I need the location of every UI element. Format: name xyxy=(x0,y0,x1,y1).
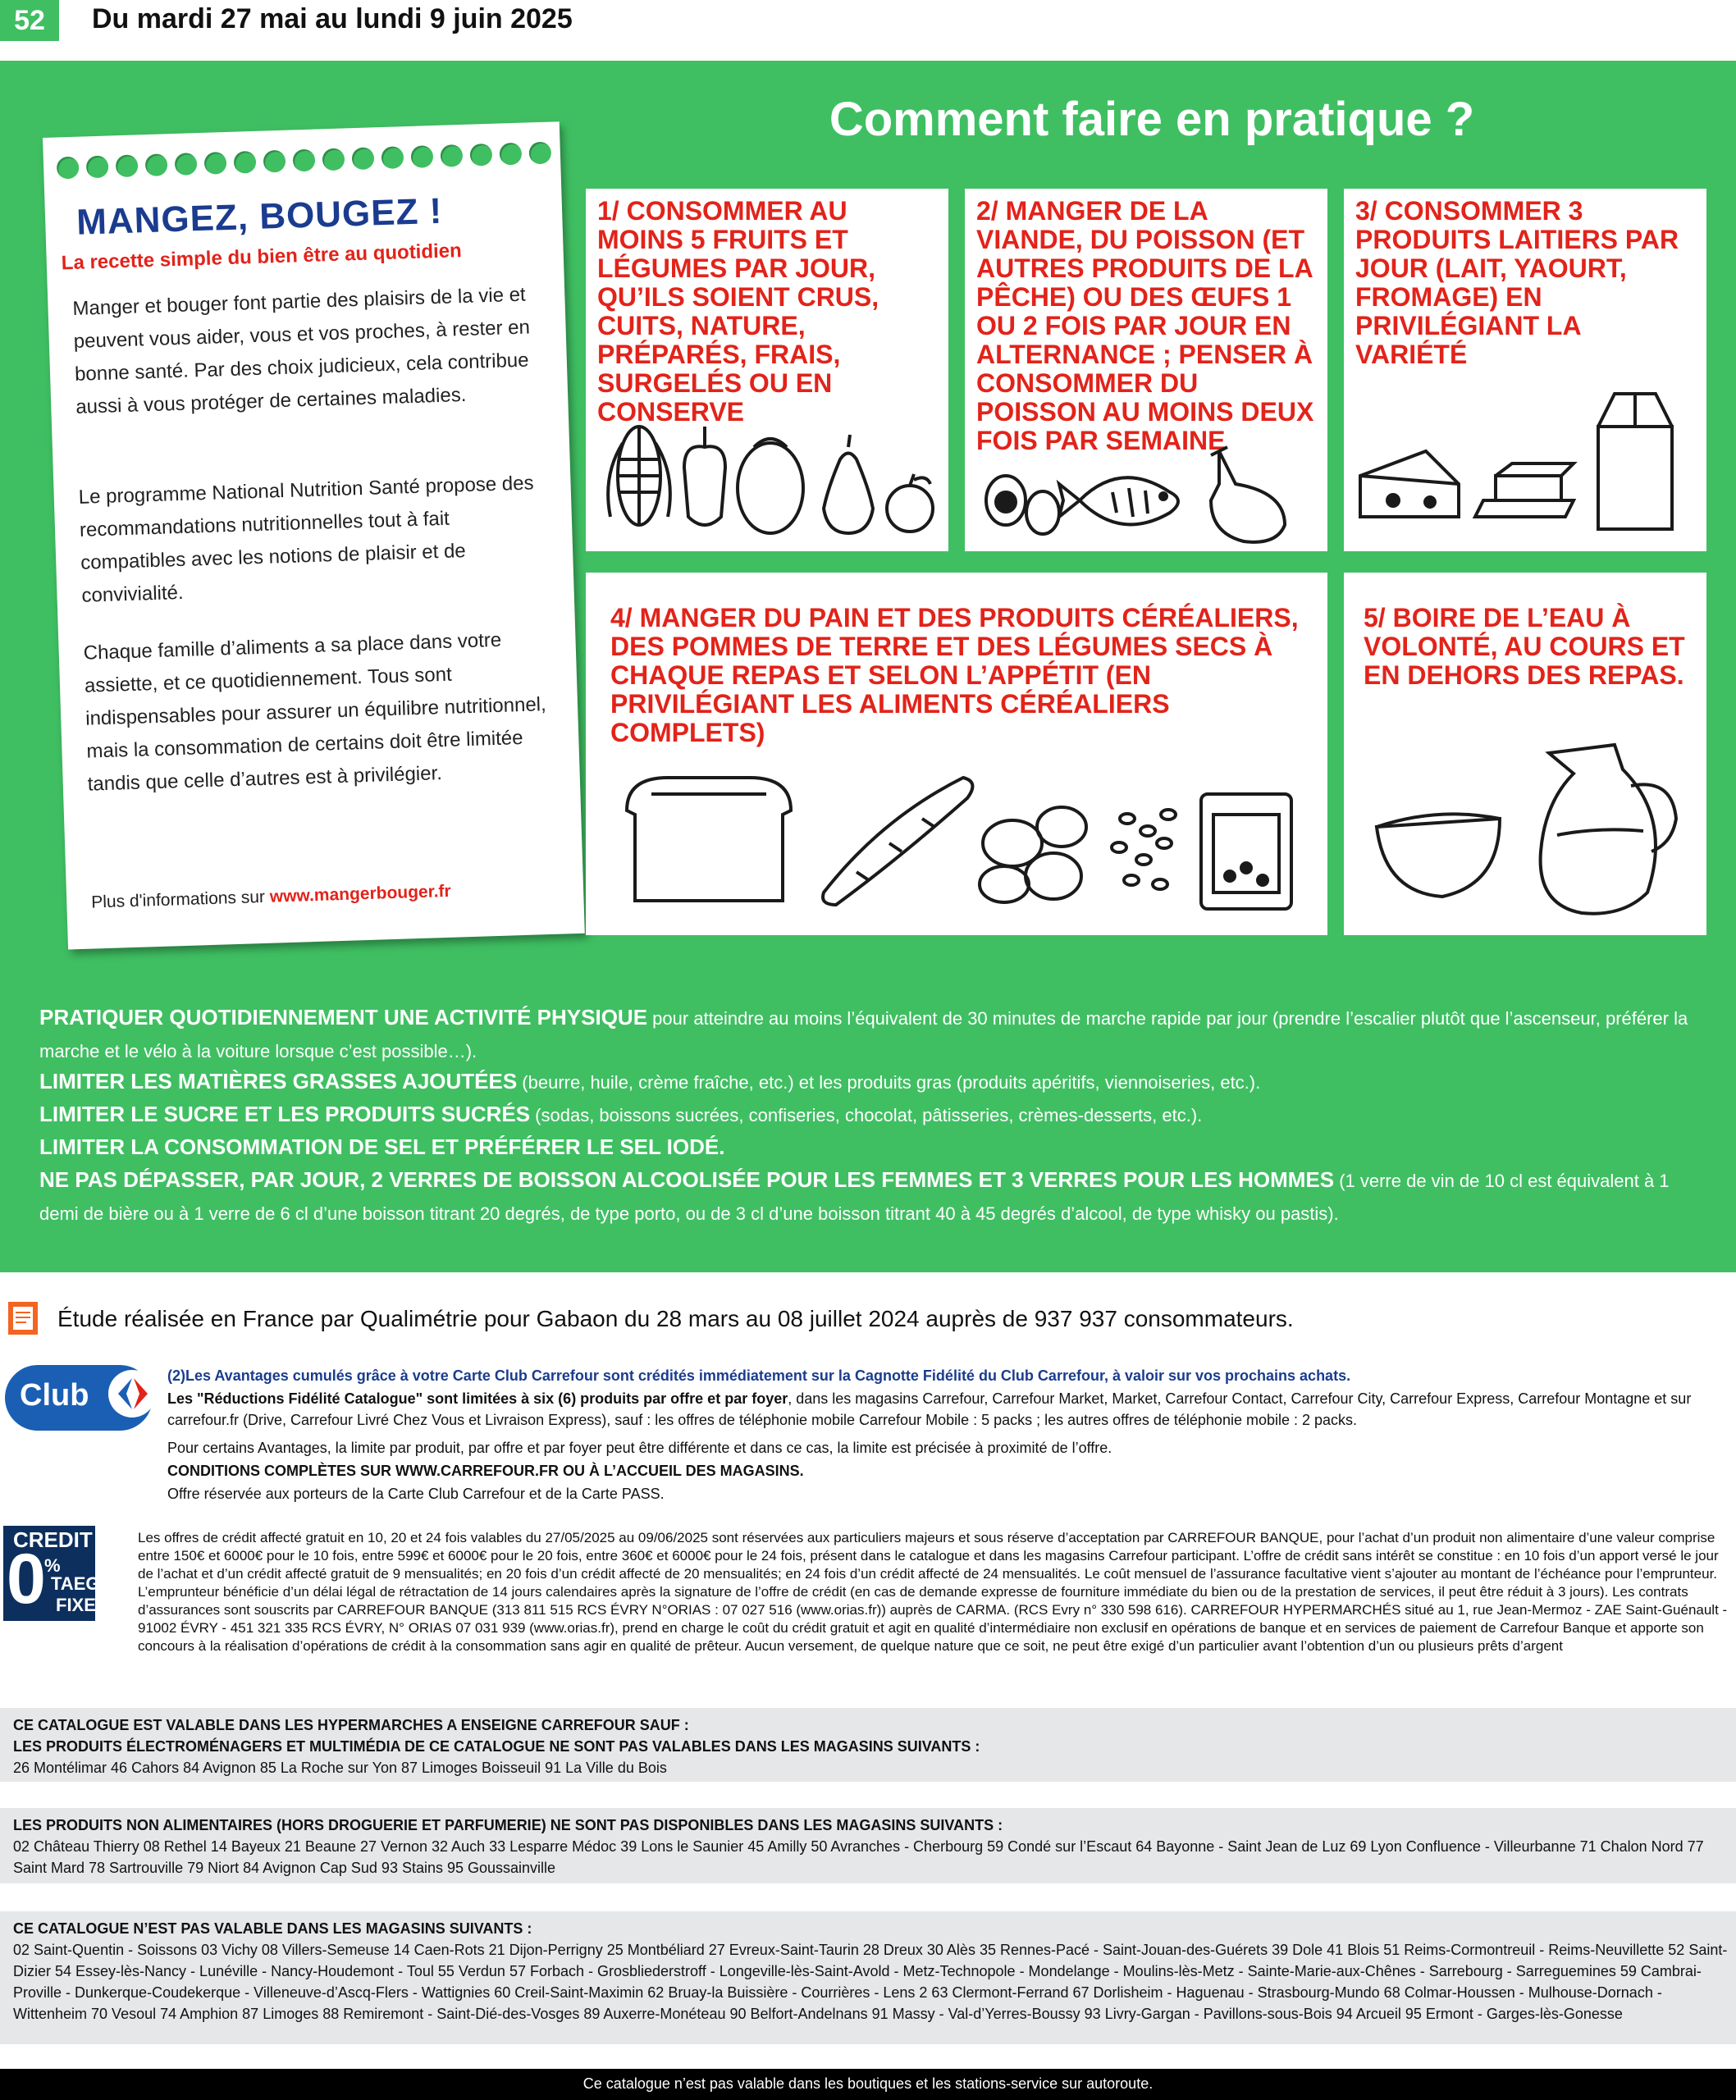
note-paragraph-2: Le programme National Nutrition Santé propose des recommandations nutritionnelles tout à fait compatibles avec les notions de plaisir et de convivialité. xyxy=(78,472,534,607)
butter-icon xyxy=(1475,463,1574,517)
dairy-illustration xyxy=(1352,377,1697,541)
advice-bold: LIMITER LA CONSOMMATION DE SEL ET PRÉFÉRER LE SEL IODÉ. xyxy=(39,1134,725,1159)
can-icon xyxy=(1201,794,1291,909)
water-illustration xyxy=(1360,728,1688,925)
study-document-icon xyxy=(7,1300,39,1336)
credit-conditions: Les offres de crédit affecté gratuit en 10, 20 et 24 fois valables du 27/05/2025 au 09/06/2025 sont réservées aux particuliers majeurs et sous réserve d’acceptation par CARREFOUR BANQUE, pour l’achat d’un produit non alimentaire d’une valeur comprise entre 150€ et 6000€ pour le 10 fois, entre 599€ et 6000€ pour le 20 fois, entre 360€ et 6000€ pour le 24 fois, présent dans le catalogue et dans les magasins Carrefour participant. L’offre de crédit sans intérêt se constitue : en 10 fois d’un apport versé le jour de l’achat et d’un crédit affecté gratuit de 9 mensualités; en 20 fois d’un crédit affecté de 20 mensualités; en 24 fois d’un crédit affecté de 24 mensualités. Le coût mensuel de l’assurance facultative vient s’ajouter au montant de l’échéance pour l’emprunteur. L’emprunteur bénéficie d’un délai légal de rétractation de 14 jours calendaires après la signature de l’offre de crédit (en cas de demande expresse de fourniture immédiate du bien ou de la prestation de services, il peut être réduit à 3 jours). Les contrats d’assurances sont souscrits par CARREFOUR BANQUE (313 811 515 RCS ÉVRY N°ORIAS : 07 027 516 (www.orias.fr)) auprès de CARMA. (RCS Evry n° 330 598 616). CARREFOUR HYPERMARCHÉS situé au 1, rue Jean-Mermoz - ZAE Saint-Guénault - 91002 ÉVRY - 451 321 335 RCS ÉVRY, N° ORIAS 07 031 939 (www.orias.fr), prend en charge le coût du crédit gratuit et agit en qualité d’intermédiaire non exclusif en opérations de banque et en services de paiement de Carrefour Banque et apporte son concours à la réalisation d’opérations de crédit à la consommation sans agir en qualité de prêteur. Aucun versement, de quelque nature que ce soit, ne peut être exigé d’un particulier avant l’obtention d’un ou plusieurs prêts d’argent xyxy=(138,1530,1728,1654)
advice-box-text: 3/ CONSOMMER 3 PRODUITS LAITIERS PAR JOUR (LAIT, YAOURT, FROMAGE) EN PRIVILÉGIANT LA VARIÉTÉ xyxy=(1355,196,1679,369)
bowl-icon xyxy=(1377,814,1500,897)
credit-badge-pct: % xyxy=(44,1555,61,1576)
advice-text: pour atteindre au moins l’équivalent de 30 minutes de marche rapide par jour (prendre l’escalier plutôt que l’ascenseur, préférer la marche et le vélo à la voiture lorsque c’est possible…). xyxy=(39,1008,1688,1061)
advice-bold: NE PAS DÉPASSER, PAR JOUR, 2 VERRES DE BOISSON ALCOOLISÉE POUR LES FEMMES ET 3 VERRES POUR LES HOMMES xyxy=(39,1167,1335,1192)
credit-badge-fixe: FIXE xyxy=(56,1595,96,1615)
fruits-vegetables-illustration xyxy=(594,410,939,541)
carrefour-logo-icon xyxy=(107,1368,158,1419)
club-line-2-bold: Les "Réductions Fidélité Catalogue" sont limitées à six (6) produits par offre et par foyer xyxy=(167,1390,788,1407)
proteins-illustration xyxy=(973,435,1318,550)
club-line-1: (2)Les Avantages cumulés grâce à votre Carte Club Carrefour sont crédités immédiatement sur la Cagnotte Fidélité du Club Carrefour, à valoir sur vos prochains achats. xyxy=(167,1367,1351,1384)
pepper-icon xyxy=(684,427,725,525)
main-title: Comment faire en pratique ? xyxy=(829,93,1475,146)
page-number: 52 xyxy=(0,0,59,41)
stores-list-1: 26 Montélimar 46 Cahors 84 Avignon 85 La Roche sur Yon 87 Limoges Boisseuil 91 La Ville du Bois xyxy=(13,1760,667,1776)
spiral-rings xyxy=(57,142,552,180)
credit-badge-zero: 0 xyxy=(7,1540,46,1618)
advice-bold: LIMITER LE SUCRE ET LES PRODUITS SUCRÉS xyxy=(39,1102,531,1126)
stores-heading-3: CE CATALOGUE N’EST PAS VALABLE DANS LES MAGASINS SUIVANTS : xyxy=(13,1920,532,1937)
club-line-2-text: , dans les magasins Carrefour, Carrefour Market, Market, Carrefour Contact, Carrefour City, Carrefour Express, Carrefour Montagne et sur carrefour.fr (Drive, Carrefour Livré Chez Vous et Livraison Express), sauf : les offres de téléphonie mobile Carrefour Mobile : 5 packs ; les autres offres de téléphonie mobile : 2 packs. xyxy=(167,1390,1692,1428)
advice-box-proteins xyxy=(965,189,1327,551)
stores-list-2: 02 Château Thierry 08 Rethel 14 Bayeux 21 Beaune 27 Vernon 32 Auch 33 Lesparre Médoc 39 Lons le Saunier 45 Amilly 50 Avranches - Cherbourg 59 Condé sur l’Escaut 64 Bayonne - Saint Jean de Luz 69 Lyon Confluence - Villeurbanne 71 Chalon Nord 77 Saint Mard 78 Sartrouville 79 Niort 84 Avignon Cap Sud 93 Stains 95 Goussainville xyxy=(13,1838,1704,1876)
advice-box-text: 4/ MANGER DU PAIN ET DES PRODUITS CÉRÉALIERS, DES POMMES DE TERRE ET DES LÉGUMES SECS À CHAQUE REPAS ET SELON L’APPÉTIT (EN PRIVILÉGIANT LES ALIMENTS CÉRÉALIERS COMPLETS) xyxy=(610,603,1299,747)
note-subtitle: La recette simple du bien être au quotidien xyxy=(61,240,463,275)
date-range: Du mardi 27 mai au lundi 9 juin 2025 xyxy=(92,3,573,34)
credit-badge-taeg: TAEG xyxy=(51,1573,100,1594)
advice-sugar xyxy=(39,1099,1697,1132)
apple-icon xyxy=(887,474,933,532)
stores-heading-2: LES PRODUITS NON ALIMENTAIRES (HORS DROGUERIE ET PARFUMERIE) NE SONT PAS DISPONIBLES DANS LES MAGASINS SUIVANTS : xyxy=(13,1817,1003,1833)
study-text: Étude réalisée en France par Qualimétrie pour Gabaon du 28 mars au 08 juillet 2024 auprès de 937 937 consommateurs. xyxy=(57,1306,1294,1331)
advice-fats xyxy=(39,1066,1697,1099)
advice-box-dairy xyxy=(1344,189,1706,551)
jug-icon xyxy=(1541,745,1676,914)
potato-icon xyxy=(980,807,1086,902)
club-line-5: Offre réservée aux porteurs de la Carte Club Carrefour et de la Carte PASS. xyxy=(167,1486,665,1502)
stores-block-2 xyxy=(0,1808,1736,1883)
egg-icon xyxy=(986,476,1059,534)
note-more-info xyxy=(91,882,451,913)
advice-box-water xyxy=(1344,573,1706,935)
note-paragraph-3: Chaque famille d’aliments a sa place dans votre assiette, et ce quotidiennement. Tous sont indispensables pour assurer un équilibre nutritionnel, mais la consommation de certains doit être limitée tandis que celle d’autres est à privilégier. xyxy=(83,628,547,796)
cereals-illustration xyxy=(619,753,1308,917)
advice-text: (beurre, huile, crème fraîche, etc.) et les produits gras (produits apéritifs, viennoiseries, etc.). xyxy=(517,1072,1261,1093)
bread-icon xyxy=(627,778,791,901)
club-line-2 xyxy=(167,1388,1726,1431)
advice-physical-activity xyxy=(39,1002,1697,1068)
beans-icon xyxy=(1112,810,1176,889)
milk-carton-icon xyxy=(1598,394,1672,529)
fish-icon xyxy=(1059,477,1178,524)
footer-text: Ce catalogue n’est pas valable dans les boutiques et les stations-service sur autoroute. xyxy=(582,2075,1154,2092)
credit-badge xyxy=(3,1526,100,1621)
advice-text: (sodas, boissons sucrées, confiseries, chocolat, pâtisseries, crèmes-desserts, etc.). xyxy=(530,1105,1203,1125)
advice-bold: LIMITER LES MATIÈRES GRASSES AJOUTÉES xyxy=(39,1069,518,1093)
advice-box-fruits xyxy=(586,189,948,551)
corn-icon xyxy=(608,427,670,525)
pear-icon xyxy=(824,435,873,533)
note-title: MANGEZ, BOUGEZ ! xyxy=(75,190,444,243)
advice-box-text: 2/ MANGER DE LA VIANDE, DU POISSON (ET AUTRES PRODUITS DE LA PÊCHE) OU DES ŒUFS 1 OU 2 FOIS PAR JOUR EN ALTERNANCE ; PENSER À CONSOMMER DU POISSON AU MOINS DEUX FOIS PAR SEMAINE xyxy=(976,196,1314,455)
mangerbouger-link[interactable]: www.mangerbouger.fr xyxy=(269,881,451,906)
club-line-4: CONDITIONS COMPLÈTES SUR WWW.CARREFOUR.FR OU À L’ACCUEIL DES MAGASINS. xyxy=(167,1463,804,1479)
stores-block-3 xyxy=(0,1911,1736,2044)
advice-salt xyxy=(39,1132,1697,1165)
note-paragraph-1: Manger et bouger font partie des plaisirs de la vie et peuvent vous aider, vous et vos proches, à rester en bonne santé. Par des choix judicieux, cela contribue aussi à vous protéger de certaines maladies. xyxy=(72,283,531,418)
stores-heading-1: CE CATALOGUE EST VALABLE DANS LES HYPERMARCHES A ENSEIGNE CARREFOUR SAUF : LES PRODUITS ÉLECTROMÉNAGERS ET MULTIMÉDIA DE CE CATALOGUE NE SONT PAS VALABLES DANS LES MAGASINS SUIVANTS : xyxy=(13,1717,980,1755)
club-logo-text: Club xyxy=(20,1378,89,1413)
advice-alcohol xyxy=(39,1165,1697,1230)
advice-box-cereals xyxy=(586,573,1327,935)
stores-list-3: 02 Saint-Quentin - Soissons 03 Vichy 08 Villers-Semeuse 14 Caen-Rots 21 Dijon-Perrigny 25 Montbéliard 27 Evreux-Saint-Taurin 28 Dreux 30 Alès 35 Rennes-Pacé - Saint-Jouan-des-Guérets 39 Dole 41 Blois 51 Reims-Cormontreuil - Reims-Neuvillette 52 Saint-Dizier 54 Essey-lès-Nancy - Lunéville - Nancy-Houdemont - Toul 55 Verdun 57 Forbach - Grosbliederstroff - Longeville-lès-Saint-Avold - Metz-Technopole - Mondelange - Moulins-lès-Metz - Sainte-Marie-aux-Chênes - Sarrebourg - Sarreguemines 59 Cambrai-Proville - Dunkerque-Coudekerque - Villeneuve-d’Ascq-Flers - Wattignies 60 Creil-Saint-Maximin 62 Bruay-la Buissière - Courrières - Lens 2 63 Clermont-Ferrand 67 Dorlisheim - Haguenau - Strasbourg-Mundo 68 Colmar-Houssen - Mulhouse-Dornach - Wittenheim 70 Vesoul 74 Amphion 87 Limoges 88 Remiremont - Saint-Dié-des-Vosges 89 Auxerre-Monéteau 90 Belfort-Andelnans 91 Massy - Val-d’Yerres-Boussy 93 Livry-Gargan - Pavillons-sous-Bois 94 Arcueil 95 Ermont - Garges-lès-Gonesse xyxy=(13,1942,1728,2022)
cheese-icon xyxy=(1360,451,1459,517)
ham-icon xyxy=(1211,447,1285,542)
club-line-3: Pour certains Avantages, la limite par produit, par offre et par foyer peut être différente et dans ce cas, la limite est précisée à proximité de l’offre. xyxy=(167,1440,1112,1456)
baguette-icon xyxy=(823,778,972,905)
eggplant-icon xyxy=(738,439,803,533)
credit-badge-top: CREDIT xyxy=(13,1527,93,1552)
advice-bold: PRATIQUER QUOTIDIENNEMENT UNE ACTIVITÉ PHYSIQUE xyxy=(39,1005,648,1029)
stores-block-1 xyxy=(0,1708,1736,1782)
advice-text: (1 verre de vin de 10 cl est équivalent à 1 demi de bière ou à 1 verre de 6 cl d’une boisson titrant 20 degrés, de type porto, ou de 3 cl d’une boisson titrant 40 à 45 degrés d’alcool, de type whisky ou pastis). xyxy=(39,1171,1670,1224)
advice-box-text: 5/ BOIRE DE L’EAU À VOLONTÉ, AU COURS ET EN DEHORS DES REPAS. xyxy=(1364,603,1685,690)
note-card xyxy=(43,121,585,949)
note-more-prefix: Plus d'informations sur xyxy=(90,887,271,912)
advice-box-text: 1/ CONSOMMER AU MOINS 5 FRUITS ET LÉGUMES PAR JOUR, QU’ILS SOIENT CRUS, CUITS, NATURE, PRÉPARÉS, FRAIS, SURGELÉS OU EN CONSERVE xyxy=(597,196,879,427)
